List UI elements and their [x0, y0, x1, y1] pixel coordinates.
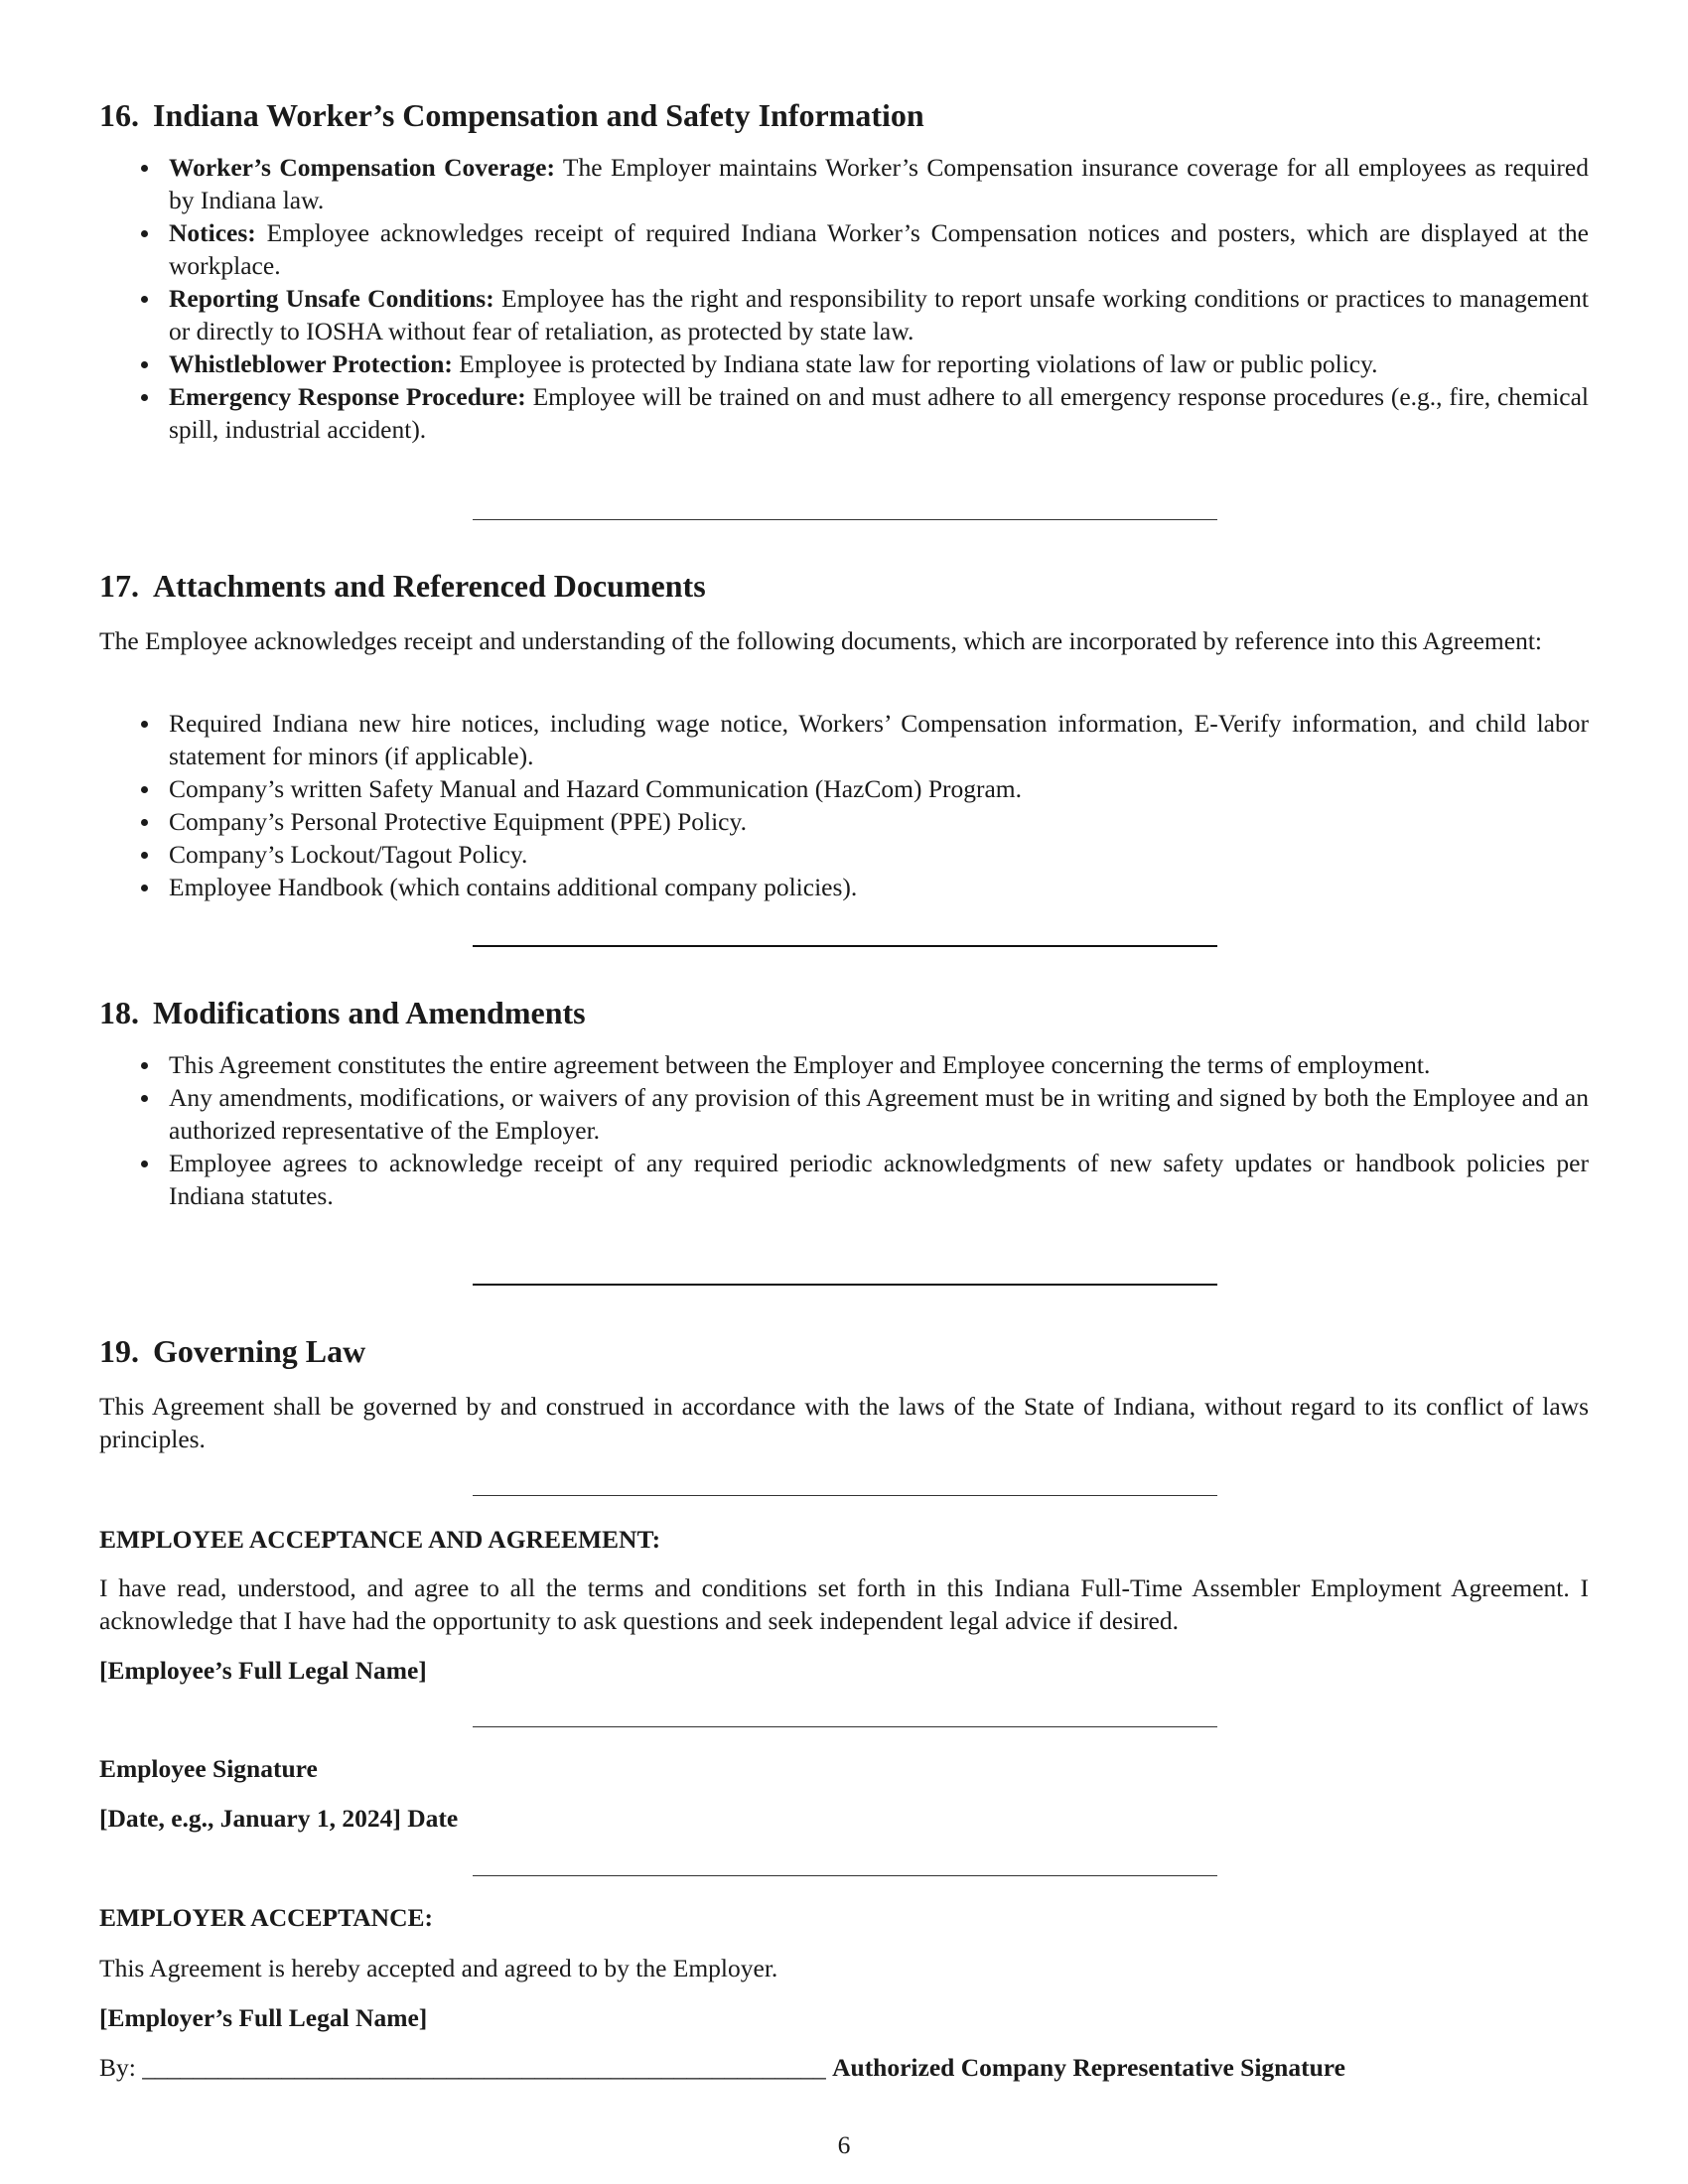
item-term: Reporting Unsafe Conditions:	[169, 284, 494, 313]
section-divider	[473, 945, 1217, 947]
list-item: Company’s written Safety Manual and Hazard Communication (HazCom) Program.	[99, 772, 1589, 805]
employee-acceptance-heading: EMPLOYEE ACCEPTANCE AND AGREEMENT:	[99, 1525, 661, 1554]
list-item	[99, 216, 1589, 282]
list-item	[99, 380, 1589, 446]
item-text: Employee will be trained on and must adhere to all emergency response procedures (e.g., fire, chemical spill, industrial accident).	[169, 382, 1590, 444]
list-item: Employee Handbook (which contains additional company policies).	[99, 871, 1589, 903]
list-item: Company’s Lockout/Tagout Policy.	[99, 838, 1589, 871]
employee-date-field: [Date, e.g., January 1, 2024] Date	[99, 1804, 459, 1833]
by-label: By:	[99, 2053, 136, 2082]
item-term: Notices:	[169, 218, 256, 247]
section-title: Indiana Worker’s Compensation and Safety Information	[153, 97, 924, 133]
employer-signature-row	[99, 2051, 1589, 2084]
section-number: 16.	[99, 97, 139, 133]
employer-acceptance-text: This Agreement is hereby accepted and agreed to by the Employer.	[99, 1954, 778, 1982]
employee-name-field: [Employee’s Full Legal Name]	[99, 1656, 427, 1685]
section-divider	[473, 1284, 1217, 1286]
section-17-list	[99, 707, 1589, 903]
list-item	[99, 151, 1589, 216]
section-17-heading	[99, 566, 706, 606]
section-divider	[473, 1875, 1217, 1876]
list-item	[99, 282, 1589, 347]
governing-law-text: This Agreement shall be governed by and construed in accordance with the laws of the State of Indiana, without regard to its conflict of laws principles.	[99, 1392, 1589, 1453]
employee-acceptance-text: I have read, understood, and agree to all the terms and conditions set forth in this Indiana Full-Time Assembler Employment Agreement. I acknowledge that I have had the opportunity to ask questions and seek independent legal advice if desired.	[99, 1573, 1589, 1635]
item-term: Emergency Response Procedure:	[169, 382, 526, 411]
section-title: Modifications and Amendments	[153, 995, 586, 1030]
section-17-intro: The Employee acknowledges receipt and understanding of the following documents, which are incorporated by reference into this Agreement:	[99, 626, 1543, 655]
list-item: Any amendments, modifications, or waivers of any provision of this Agreement must be in writing and signed by both the Employee and an authorized representative of the Employer.	[99, 1081, 1589, 1147]
list-item	[99, 347, 1589, 380]
section-16-list	[99, 151, 1589, 446]
section-divider	[473, 519, 1217, 520]
document-page	[99, 0, 1589, 2184]
page-number: 6	[837, 2130, 851, 2159]
section-number: 17.	[99, 568, 139, 604]
section-16-heading	[99, 95, 924, 135]
item-text: The Employer maintains Worker’s Compensation insurance coverage for all employees as required by Indiana law.	[169, 153, 1589, 214]
item-text: Employee acknowledges receipt of required Indiana Worker’s Compensation notices and posters, which are displayed at the workplace.	[169, 218, 1589, 280]
employee-signature-line	[473, 1726, 1217, 1727]
section-divider	[473, 1495, 1217, 1496]
employer-name-field: [Employer’s Full Legal Name]	[99, 2003, 428, 2032]
employee-signature-label: Employee Signature	[99, 1754, 318, 1783]
item-term: Worker’s Compensation Coverage:	[169, 153, 555, 182]
section-19-heading	[99, 1331, 365, 1371]
list-item: This Agreement constitutes the entire agreement between the Employer and Employee concerning the terms of employment.	[99, 1048, 1589, 1081]
section-title: Governing Law	[153, 1333, 366, 1369]
list-item: Employee agrees to acknowledge receipt of any required periodic acknowledgments of new safety updates or handbook policies per Indiana statutes.	[99, 1147, 1589, 1212]
section-18-heading	[99, 993, 586, 1032]
employer-signature-label: Authorized Company Representative Signature	[832, 2053, 1345, 2082]
item-term: Whistleblower Protection:	[169, 349, 453, 378]
section-number: 18.	[99, 995, 139, 1030]
item-text: Employee has the right and responsibility to report unsafe working conditions or practices to management or directly to IOSHA without fear of retaliation, as protected by state law.	[169, 284, 1590, 345]
section-18-list	[99, 1048, 1589, 1212]
section-title: Attachments and Referenced Documents	[153, 568, 706, 604]
list-item: Required Indiana new hire notices, including wage notice, Workers’ Compensation information, E-Verify information, and child labor statement for minors (if applicable).	[99, 707, 1589, 772]
list-item: Company’s Personal Protective Equipment (PPE) Policy.	[99, 805, 1589, 838]
section-number: 19.	[99, 1333, 139, 1369]
item-text: Employee is protected by Indiana state law for reporting violations of law or public policy.	[459, 349, 1378, 378]
employer-acceptance-heading: EMPLOYER ACCEPTANCE:	[99, 1903, 433, 1932]
employer-signature-blank: ______________________________________________________	[142, 2053, 826, 2082]
